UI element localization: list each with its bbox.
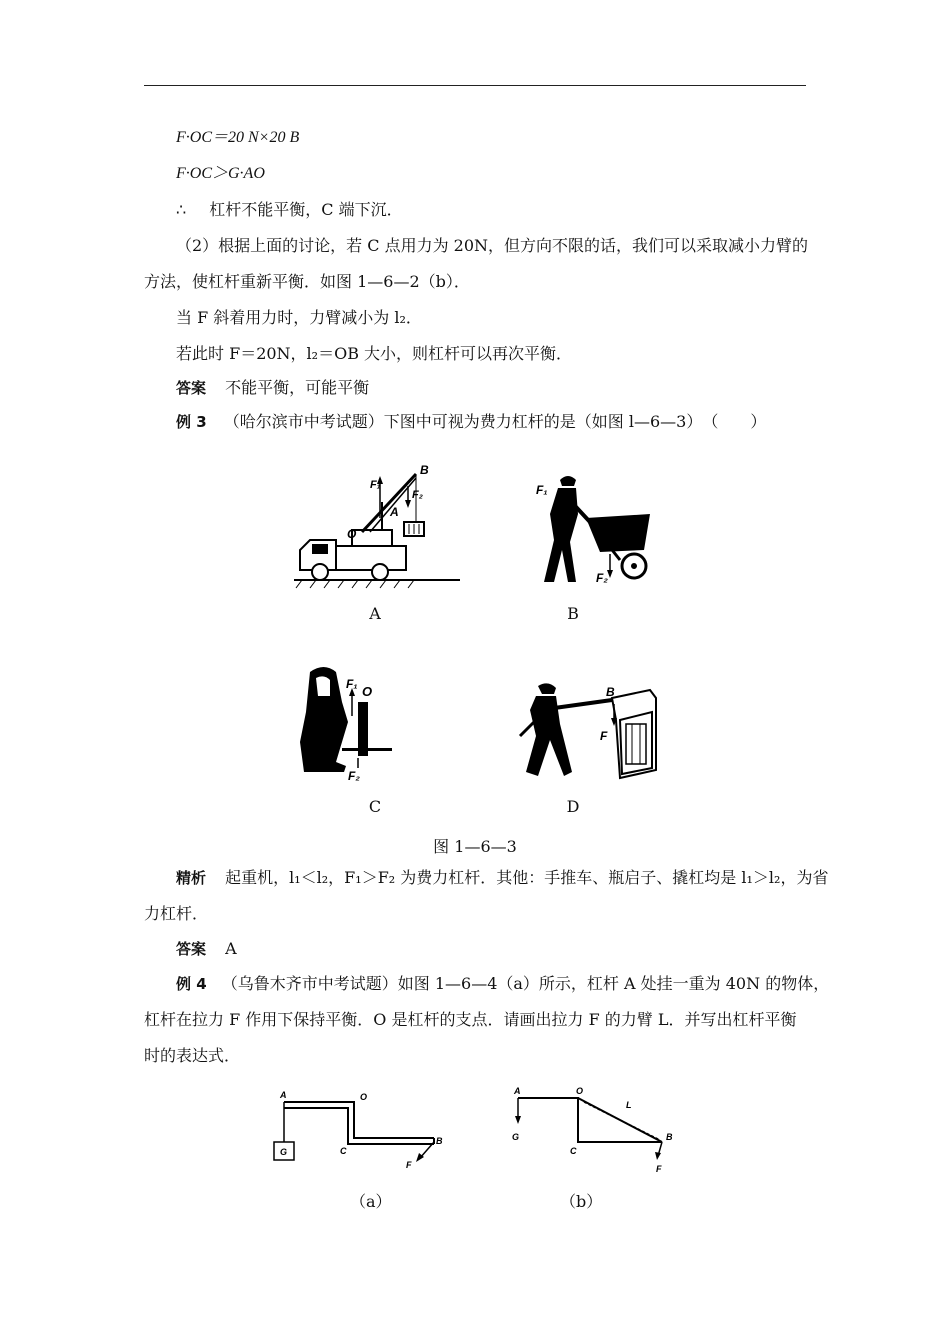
label-l-fb: L (626, 1100, 632, 1110)
caption-d: D (566, 797, 580, 816)
caption-c: C (368, 797, 382, 816)
figure-crowbar (516, 680, 666, 786)
paragraph-2-line-1: （2）根据上面的讨论，若 C 点用力为 20N，但方向不限的话，我们可以采取减小力臂的 (176, 236, 809, 255)
figure-bottle-opener (296, 662, 396, 786)
example-4-line-3: 时的表达式． (144, 1046, 241, 1065)
label-o-fb: O (576, 1086, 584, 1096)
answer-text: 不能平衡，可能平衡 (225, 378, 370, 397)
paragraph-3: 当 F 斜着用力时，力臂减小为 l₂． (176, 308, 422, 327)
label-f-fb: F (656, 1164, 662, 1174)
equation-2: F·OC＞G·AO (176, 165, 265, 182)
caption-a: A (369, 604, 381, 623)
figure-crane (292, 462, 462, 590)
label-f-fa: F (406, 1160, 412, 1170)
analysis-label: 精析 (176, 869, 207, 887)
label-f1-c: F₁ (346, 677, 358, 691)
label-a-fb: A (514, 1086, 521, 1096)
answer-label: 答案 (176, 379, 207, 397)
answer-2-text: A (225, 939, 237, 958)
label-g-fa: G (280, 1147, 288, 1157)
analysis-line-1 (176, 867, 828, 889)
analysis-text: 起重机，l₁＜l₂，F₁＞F₂ 为费力杠杆．其他：手推车、瓶启子、撬杠均是 l₁＞l₂，为省 (225, 868, 829, 887)
conclusion-line (176, 199, 403, 221)
label-f2-c: F₂ (348, 769, 360, 783)
example-4-line-2: 杠杆在拉力 F 作用下保持平衡．O 是杠杆的支点．请画出拉力 F 的力臂 L．并写出杠杆平衡 (144, 1010, 797, 1029)
example-4-text: （乌鲁木齐市中考试题）如图 1—6—4（a）所示，杠杆 A 处挂一重为 40N 的物体， (221, 974, 830, 993)
label-f-d: F (600, 729, 608, 743)
paragraph-2-line-2: 方法，使杠杆重新平衡．如图 1—6—2（b）． (144, 272, 470, 291)
answer-2-label: 答案 (176, 940, 207, 958)
conclusion-text: 杠杆不能平衡，C 端下沉． (209, 200, 403, 219)
therefore-symbol: ∴ (176, 200, 187, 219)
label-f1-b: F₁ (536, 483, 548, 497)
label-c-fb: C (570, 1146, 577, 1156)
figure-lever-b (506, 1080, 686, 1178)
caption-fig-a: （a） (350, 1192, 392, 1211)
label-f2-b: F₂ (596, 571, 608, 585)
figure-lever-a (266, 1086, 456, 1178)
answer-1 (176, 377, 369, 399)
label-o-c: O (362, 684, 373, 699)
header-rule (144, 85, 806, 86)
caption-b: B (567, 604, 579, 623)
caption-fig-b: （b） (560, 1192, 603, 1211)
equation-1: F·OC＝20 N×20 B (176, 129, 300, 146)
analysis-line-2: 力杠杆． (144, 904, 209, 923)
label-f2-a: F₂ (412, 489, 423, 501)
label-b-d: B (606, 685, 615, 699)
label-a-fa: A (280, 1090, 287, 1100)
label-b-a: B (420, 463, 429, 477)
label-f1-a: F₁ (370, 479, 381, 491)
answer-2 (176, 938, 237, 960)
label-a-a: A (390, 505, 399, 519)
label-g-fb: G (512, 1132, 520, 1142)
label-b-fa: B (436, 1136, 443, 1146)
example-label: 例 3 (176, 413, 207, 431)
example-4-line-1 (176, 973, 829, 995)
example-4-label: 例 4 (176, 975, 207, 993)
label-o-a: O (347, 527, 357, 541)
label-c-fa: C (340, 1146, 347, 1156)
figure-caption: 图 1—6—3 (433, 837, 517, 856)
example-3 (176, 411, 766, 433)
paragraph-4: 若此时 F＝20N，l₂＝OB 大小，则杠杆可以再次平衡． (176, 344, 573, 363)
example-text: （哈尔滨市中考试题）下图中可视为费力杠杆的是（如图 l—6—3） （ ） (223, 412, 767, 431)
figure-wheelbarrow (530, 470, 665, 592)
label-o-fa: O (360, 1092, 368, 1102)
label-b-fb: B (666, 1132, 673, 1142)
